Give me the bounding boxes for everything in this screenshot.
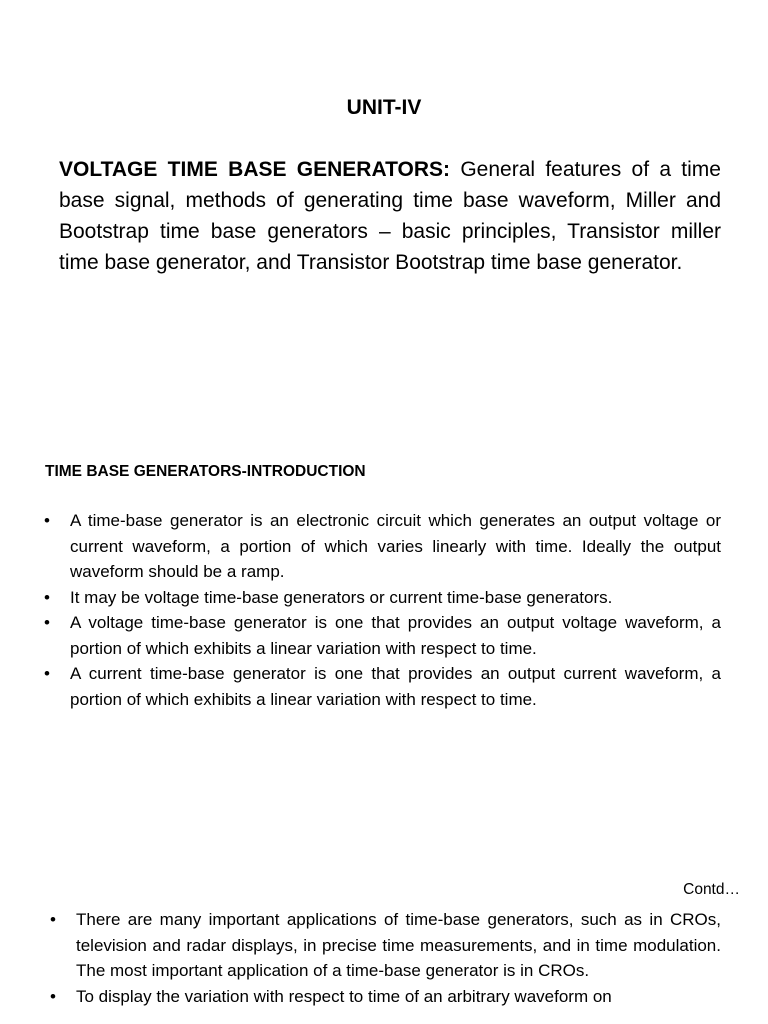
- bullet-icon: •: [50, 986, 56, 1006]
- syllabus-text: General features of a time base signal, methods of generating time base waveform, Miller and Bootstrap time base generators – basic principles, Transistor miller time base generator, and Transistor Bootstrap time base generator.: [59, 158, 721, 274]
- continued-label: Contd…: [683, 881, 740, 898]
- list-item-text: To display the variation with respect to time of an arbitrary waveform on: [76, 986, 612, 1006]
- list-item: [44, 610, 721, 661]
- bullet-icon: •: [44, 587, 50, 607]
- list-item: [44, 508, 721, 585]
- list-item-text: A voltage time-base generator is one that provides an output voltage waveform, a portion of which exhibits a linear variation with respect to time.: [70, 613, 721, 658]
- list-item: [50, 984, 721, 1010]
- syllabus-paragraph: [59, 154, 721, 278]
- list-item-text: A time-base generator is an electronic circuit which generates an output voltage or current waveform, a portion of which varies linearly with time. Ideally the output waveform should be a ramp.: [70, 511, 721, 581]
- bullet-icon: •: [44, 511, 50, 530]
- list-item-text: There are many important applications of time-base generators, such as in CROs, television and radar displays, in precise time measurements, and in time modulation. The most important application of a time-base generator is in CROs.: [76, 910, 721, 980]
- bullet-icon: •: [50, 910, 56, 929]
- list-item: [50, 907, 721, 984]
- list-item: [44, 661, 721, 712]
- list-item-text: A current time-base generator is one that provides an output current waveform, a portion of which exhibits a linear variation with respect to time.: [70, 664, 721, 709]
- list-item-text: It may be voltage time-base generators or current time-base generators.: [70, 587, 613, 607]
- intro-bullet-list: [44, 508, 721, 712]
- unit-title: UNIT-IV: [346, 96, 422, 119]
- bullet-icon: •: [44, 664, 50, 683]
- bullet-icon: •: [44, 613, 50, 632]
- syllabus-lead: VOLTAGE TIME BASE GENERATORS:: [59, 158, 451, 181]
- list-item: [44, 585, 721, 611]
- continued-bullet-list: [50, 907, 721, 1009]
- section-heading: TIME BASE GENERATORS-INTRODUCTION: [45, 463, 366, 480]
